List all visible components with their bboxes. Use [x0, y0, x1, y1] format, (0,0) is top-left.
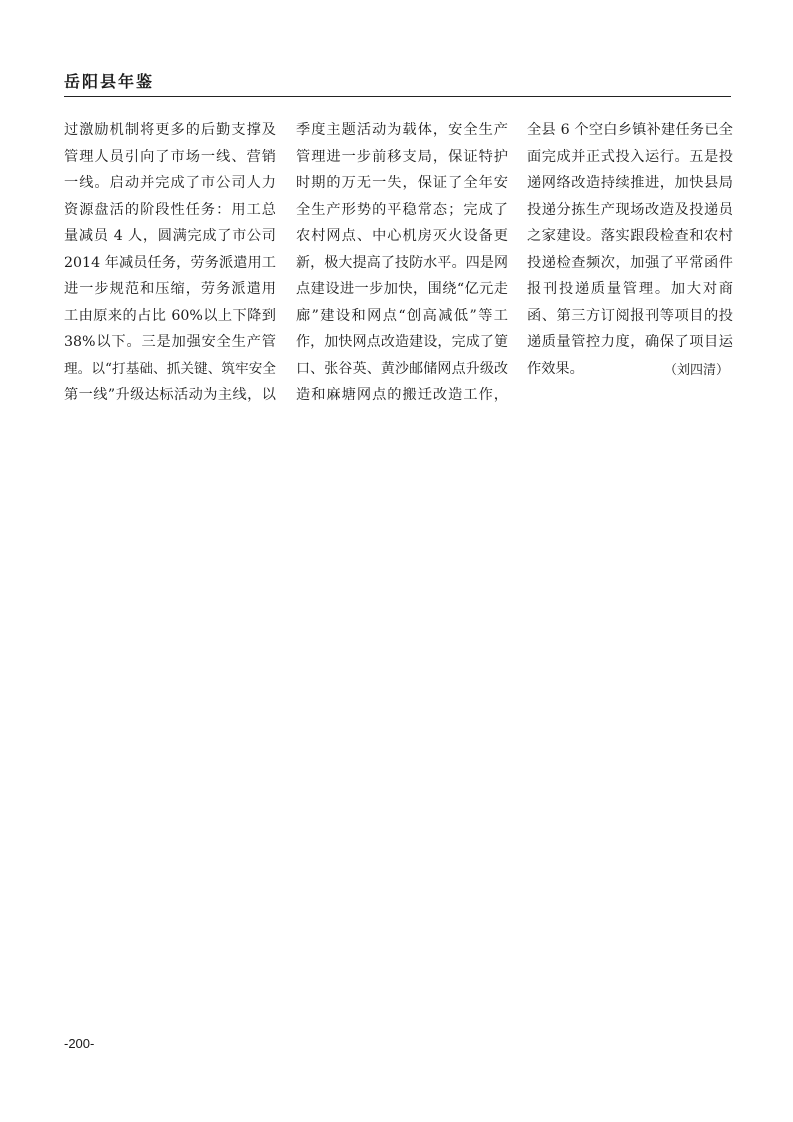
text-line: 点建设进一步加快，围绕“亿元走 — [296, 281, 508, 297]
text-line: 投递检查频次，加强了平常函件 — [527, 254, 733, 271]
text-line: 廊”建设和网点“创高减低”等工 — [296, 307, 508, 324]
text-line: 进一步规范和压缩，劳务派遣用 — [64, 281, 276, 297]
text-line: 量减员 4 人，圆满完成了市公司 — [64, 228, 276, 244]
text-line: 农村网点、中心机房灭火设备更 — [296, 228, 508, 244]
text-column-3 — [527, 117, 733, 382]
text-line: 报刊投递质量管理。加大对商 — [527, 281, 733, 297]
text-line: 作效果。 — [527, 360, 584, 377]
text-line: 全县 6 个空白乡镇补建任务已全 — [527, 122, 733, 138]
text-line: 一线。启动并完成了市公司人力 — [64, 175, 276, 191]
text-line: 理。以“打基础、抓关键、筑牢安全 — [64, 360, 276, 377]
text-line: 资源盘活的阶段性任务：用工总 — [64, 201, 276, 218]
running-header-title: 岳阳县年鉴 — [64, 72, 155, 91]
text-line: 38%以下。三是加强安全生产管 — [64, 334, 276, 350]
text-line: 面完成并正式投入运行。五是投 — [527, 148, 733, 165]
text-line: 管理人员引向了市场一线、营销 — [64, 148, 276, 165]
text-line: 函、第三方订阅报刊等项目的投 — [527, 307, 733, 324]
text-line: 工由原来的占比 60%以上下降到 — [64, 307, 276, 324]
text-column-1 — [64, 117, 276, 409]
text-line: 口、张谷英、黄沙邮储网点升级改 — [296, 360, 508, 377]
text-line: 第一线”升级达标活动为主线，以 — [64, 387, 276, 403]
author-signature: （刘四清） — [663, 363, 729, 378]
text-line: 造和麻塘网点的搬迁改造工作， — [296, 387, 508, 403]
text-line: 作，加快网点改造建设，完成了筻 — [296, 334, 508, 350]
text-line: 递质量管控力度，确保了项目运 — [527, 334, 733, 350]
page-number: -200- — [64, 1036, 95, 1051]
text-line: 管理进一步前移支局，保证特护 — [296, 148, 508, 165]
text-column-2 — [296, 117, 508, 409]
text-line: 时期的万无一失，保证了全年安 — [296, 175, 508, 191]
text-line: 递网络改造持续推进，加快县局 — [527, 175, 733, 191]
text-line: 投递分拣生产现场改造及投递员 — [527, 201, 733, 218]
text-line: 季度主题活动为载体，安全生产 — [296, 122, 508, 138]
header-divider — [64, 96, 731, 97]
text-line: 2014 年减员任务，劳务派遣用工 — [64, 254, 276, 271]
text-line: 过激励机制将更多的后勤支撑及 — [64, 122, 276, 138]
text-line: 之家建设。落实跟段检查和农村 — [527, 228, 733, 244]
text-line: 全生产形势的平稳常态；完成了 — [296, 201, 508, 218]
text-line: 新，极大提高了技防水平。四是网 — [296, 254, 508, 271]
